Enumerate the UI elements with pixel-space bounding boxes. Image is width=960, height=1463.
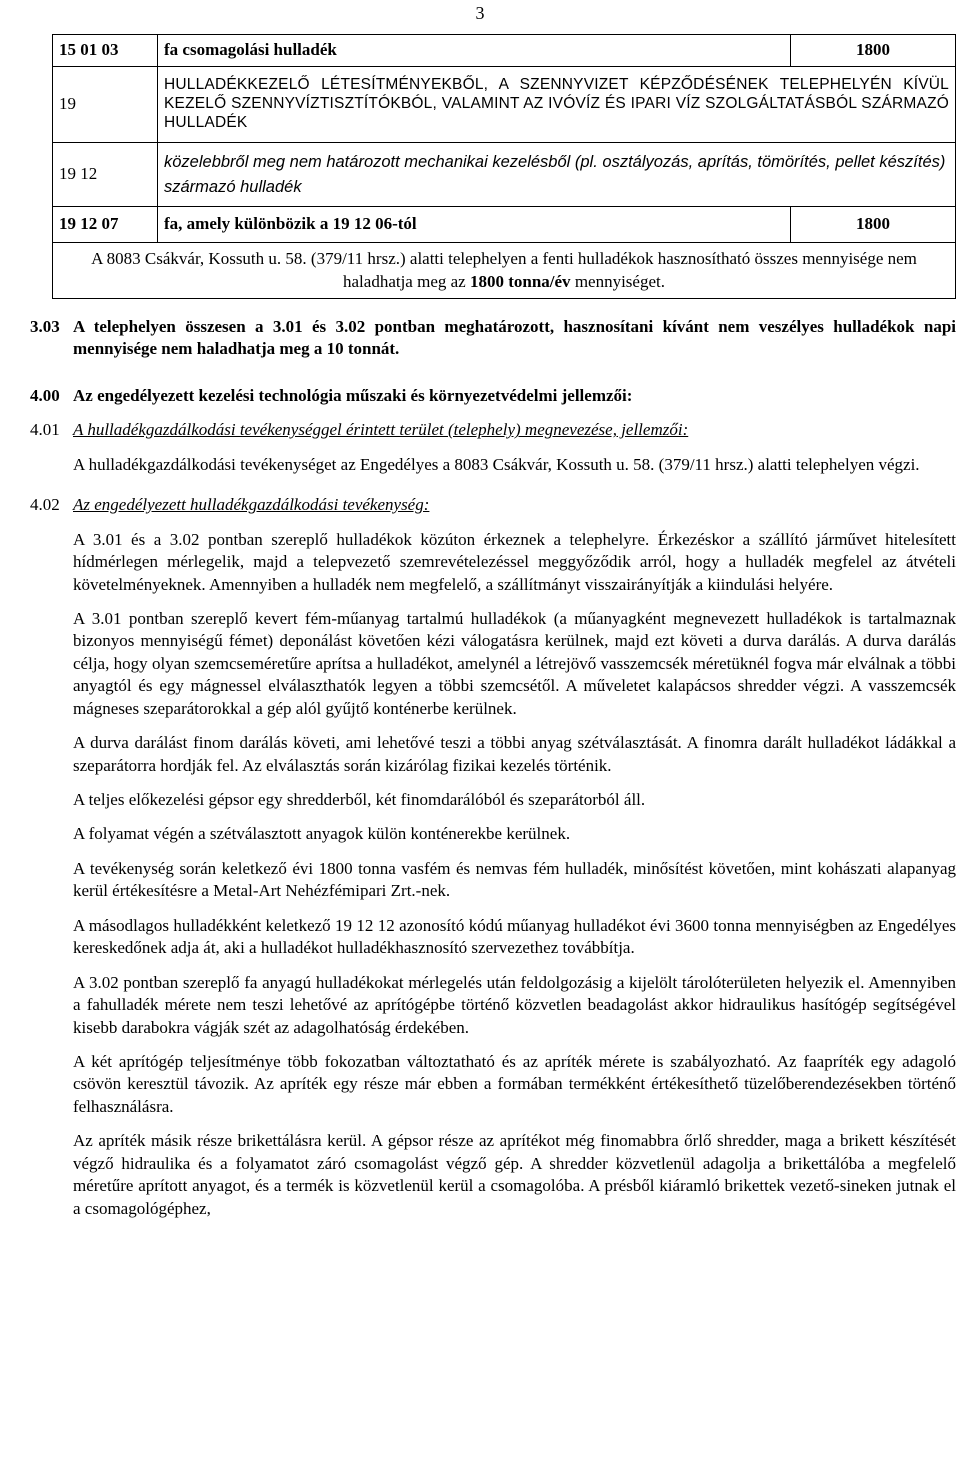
- note-text: A 8083 Csákvár, Kossuth u. 58. (379/11 hrsz.) alatti telephelyen a fenti hulladékok hasznosítható összes mennyisége nem haladhatja meg az: [91, 249, 917, 291]
- section-number: 4.02: [30, 495, 60, 515]
- waste-name: HULLADÉKKEZELŐ LÉTESÍTMÉNYEKBŐL, A SZENNYVIZET KÉPZŐDÉSÉNEK TELEPHELYÉN KÍVÜL KEZELŐ SZENNYVÍZTISZTÍTÓKBÓL, VALAMINT AZ IVÓVÍZ ÉS IPARI VÍZ SZOLGÁLTATÁSBÓL SZÁRMAZÓ HULLADÉK: [158, 67, 956, 143]
- paragraph: A másodlagos hulladékként keletkező 19 12 12 azonosító kódú műanyag hulladékot évi 3600 tonna mennyiségben az Engedélyes kereskedőnek adja át, aki a hulladékot hulladékhasznosító szervezethez továbbítja.: [73, 915, 956, 958]
- table-row: [53, 143, 956, 207]
- table-row: [53, 35, 956, 67]
- page-number: 3: [475, 3, 485, 23]
- note-capacity: 1800 tonna/év: [469, 271, 571, 291]
- section-title: A telephelyen összesen a 3.01 és 3.02 pontban meghatározott, hasznosítani kívánt nem veszélyes hulladékok napi mennyisége nem haladhatja meg a 10 tonnát.: [73, 317, 956, 359]
- waste-quantity: 1800: [791, 207, 956, 243]
- section-number: 4.01: [30, 420, 60, 440]
- paragraph: A teljes előkezelési gépsor egy shredderből, két finomdarálóból és szeparátorból áll.: [73, 790, 646, 809]
- paragraph: A tevékenység során keletkező évi 1800 tonna vasfém és nemvas fém hulladék, minősítést követően, mint kohászati alapanyag kerül értékesítésre a Metal-Art Nehézfémipari Zrt.-nek.: [73, 858, 956, 901]
- waste-code: 19 12: [53, 143, 158, 207]
- section-number: 4.00: [30, 385, 60, 405]
- paragraph: Az apríték másik része brikettálásra kerül. A gépsor része az aprítékot még finomabbra őrlő shredder, maga a brikett készítését végző hidraulika és a folyamatot záró csomagolást végző gép. A shredder közvetlenül adagolja a brikettálóba a megfelelő méretűre aprított anyagot, és a termék is közvetlenül kerül a csomagolóba. A présből kiáramló brikettek vezető-sineken jutnak el a csomagológéphez,: [73, 1131, 956, 1218]
- paragraph: A 3.02 pontban szereplő fa anyagú hulladékokat mérlegelés után feldolgozásig a kijelölt tárolóterületen helyezik el. Amennyiben a fahulladék mérete nem teszi lehetővé az aprítógépbe történő közvetlen beadagolást akkor hidraulikus hasítógép segítségével kisebb darabokra vágják szét az adagolhatóság érdekében.: [73, 972, 956, 1037]
- section-4-02: [30, 494, 956, 516]
- section-4-00: [30, 385, 956, 407]
- section-4-01: [30, 419, 956, 441]
- waste-code: 19 12 07: [53, 207, 158, 243]
- capacity-note: [53, 243, 956, 299]
- paragraph: A hulladékgazdálkodási tevékenységet az Engedélyes a 8083 Csákvár, Kossuth u. 58. (379/11 hrsz.) alatti telephelyen végzi.: [73, 454, 920, 474]
- section-number: 3.03: [30, 317, 60, 336]
- waste-name: közelebbről meg nem határozott mechanikai kezelésből (pl. osztályozás, aprítás, tömörítés, pellet készítés) származó hulladék: [158, 143, 956, 207]
- section-title: Az engedélyezett kezelési technológia műszaki és környezetvédelmi jellemzői:: [73, 385, 633, 405]
- table-row: [53, 67, 956, 143]
- waste-quantity: 1800: [791, 35, 956, 67]
- paragraph: A két aprítógép teljesítménye több fokozatban változtatható és az apríték mérete is szabályozható. Az faapríték egy adagoló csövön keresztül távozik. Az apríték egy része már ebben a formában termékként értékesíthető tüzelőberendezésekben történő felhasználásra.: [73, 1051, 956, 1116]
- section-4-01-body: [73, 454, 956, 476]
- paragraph: A 3.01 pontban szereplő kevert fém-műanyag tartalmú hulladékok (a műanyagként megnevezett hulladékok is tartalmaznak bizonyos mennyiségű fémet) deponálást követően kézi válogatásra kerülnek, majd ezt követi a durva darálás. A durva darálás célja, hogy olyan szemcseméretűre aprítsa a hulladékot, amelynél a létrejövő vasszemcsék méretüknél fogva már elválnak a többi anyagtól és egy mágnessel elválaszthatók legyen a többi szemcsétől. A műveletet kalapácsos shredder végzi. A vasszemcsék mágneses szeparátorokkal a gép alól gyűjtő konténerbe kerülnek.: [73, 608, 956, 718]
- waste-code-table: [52, 34, 956, 299]
- paragraph: A durva darálást finom darálás követi, ami lehetővé teszi a többi anyag szétválasztását. A finomra darált hulladékot ládákkal a szeparátorra hordják fel. Az elválasztás során kizárólag fizikai kezelés történik.: [73, 733, 956, 775]
- section-title: A hulladékgazdálkodási tevékenységgel érintett terület (telephely) megnevezése, jellemzői:: [73, 420, 689, 440]
- note-text-end: mennyiséget.: [570, 271, 665, 291]
- paragraph: A folyamat végén a szétválasztott anyagok külön konténerekbe kerülnek.: [73, 824, 571, 844]
- table-row: [53, 207, 956, 243]
- document-body: [30, 316, 956, 1232]
- waste-name: fa, amely különbözik a 19 12 06-tól: [158, 207, 791, 243]
- section-title: Az engedélyezett hulladékgazdálkodási tevékenység:: [73, 495, 430, 515]
- section-3-03: [30, 316, 956, 361]
- paragraph: A 3.01 és a 3.02 pontban szereplő hulladékok közúton érkeznek a telephelyre. Érkezéskor a szállító járművet hitelesített hídmérlegen mérlegelik, majd a telepvezető szemrevételezéssel meggyőződik arról, hogy a hulladék megfelel az átvételi követelményeknek. Amennyiben a hulladék nem megfelelő, a szállítmányt visszairányítják a kiindulási helyére.: [73, 529, 956, 594]
- table-row: [53, 243, 956, 299]
- waste-name: fa csomagolási hulladék: [158, 35, 791, 67]
- waste-code: 15 01 03: [53, 35, 158, 67]
- waste-code: 19: [53, 67, 158, 143]
- section-4-02-body: [73, 529, 956, 1220]
